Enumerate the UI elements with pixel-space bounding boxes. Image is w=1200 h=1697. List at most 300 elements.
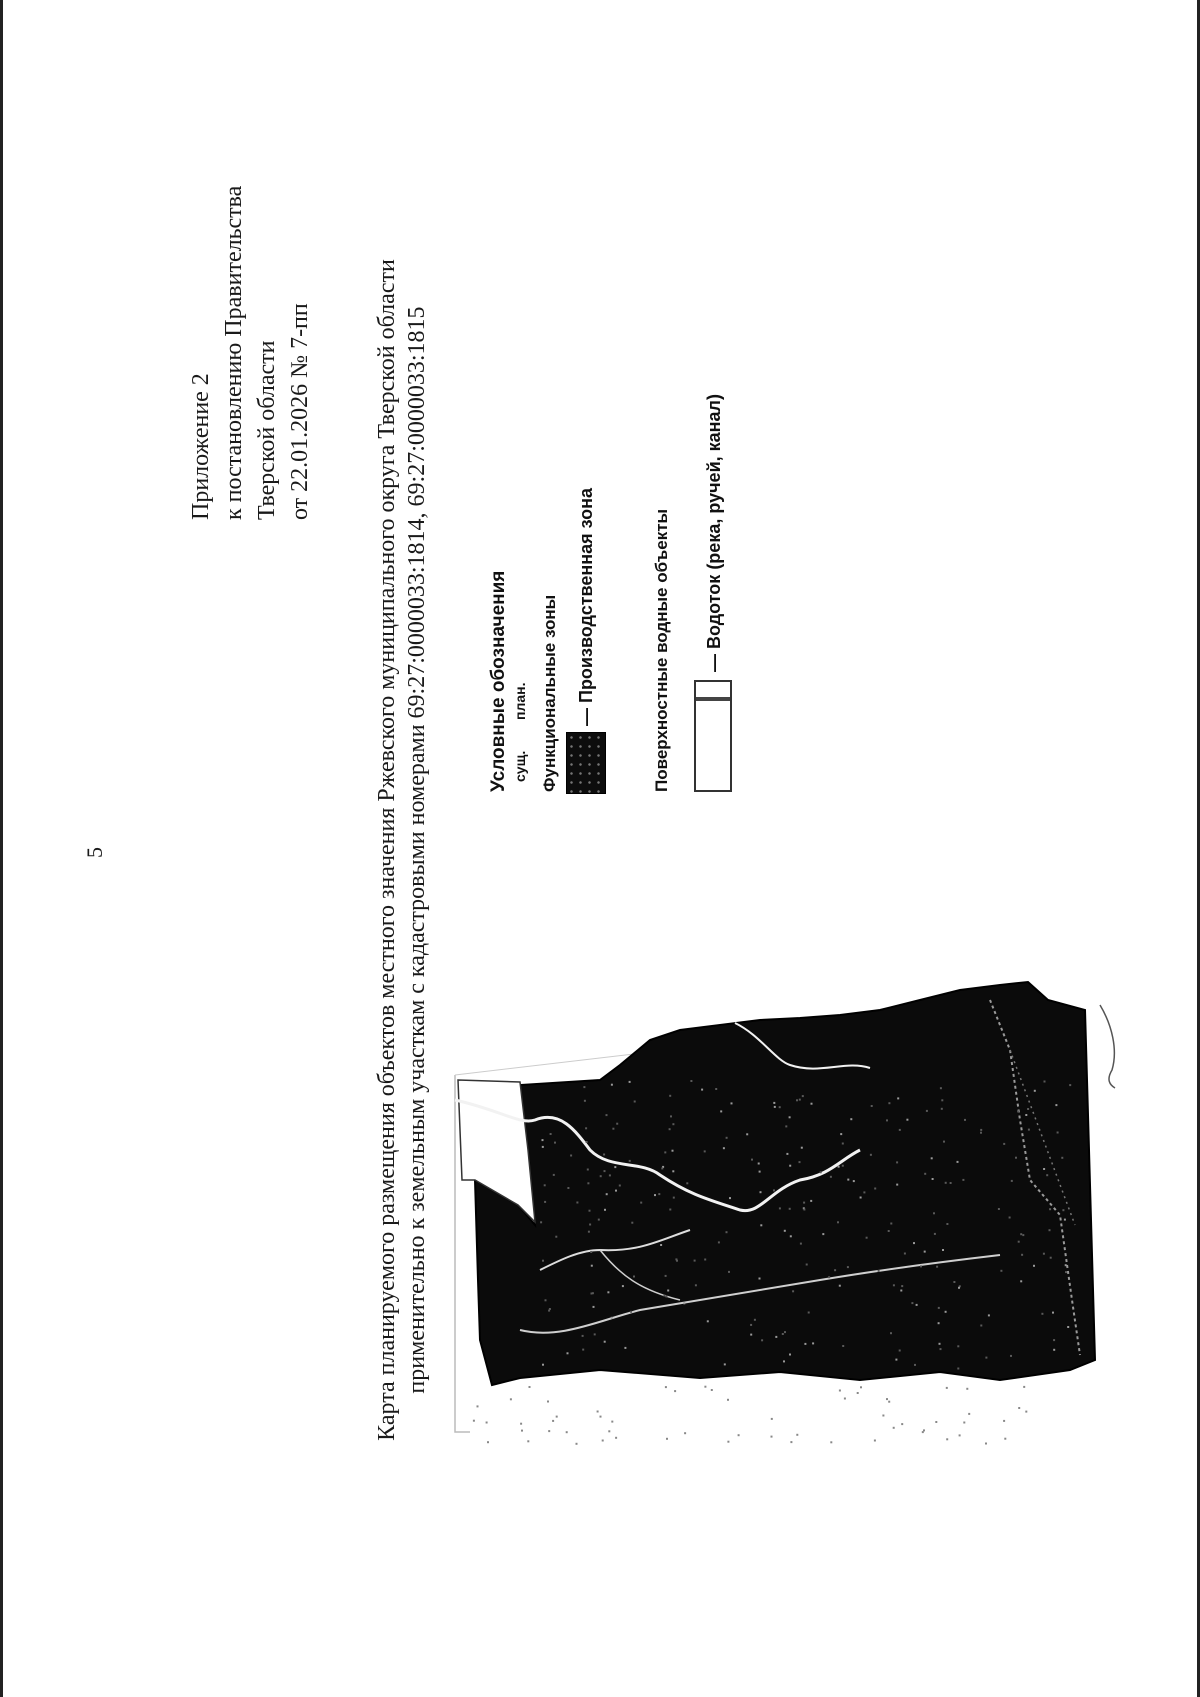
map-texture-speck (789, 1208, 791, 1210)
map-texture-speck (611, 1317, 613, 1319)
map-texture-speck (542, 1139, 544, 1141)
map-texture-speck (542, 1364, 544, 1366)
map-texture-speck (542, 1146, 544, 1148)
map-texture-speck (790, 1235, 792, 1237)
map-outer-speck (556, 1416, 558, 1418)
map-texture-speck (582, 1349, 584, 1351)
map-texture-speck (1053, 1339, 1055, 1341)
map-texture-speck (962, 1179, 964, 1181)
map-texture-speck (1028, 1129, 1030, 1131)
map-texture-speck (822, 1233, 824, 1235)
map-texture-speck (893, 1284, 895, 1286)
map-texture-speck (760, 1224, 762, 1226)
map-texture-speck (667, 1290, 669, 1292)
map-texture-speck (1046, 1174, 1048, 1176)
map-outer-speck (521, 1430, 523, 1432)
map-outer-speck (830, 1441, 832, 1443)
map-texture-speck (567, 1352, 569, 1354)
map-texture-speck (957, 1368, 959, 1370)
map-texture-speck (665, 1275, 667, 1277)
map-texture-speck (890, 1332, 892, 1334)
map-texture-speck (924, 1173, 926, 1175)
map-texture-speck (701, 1089, 703, 1091)
map-texture-speck (847, 1266, 849, 1268)
map-texture-speck (936, 1266, 938, 1268)
map-texture-speck (1049, 1208, 1051, 1210)
map-texture-speck (783, 1360, 785, 1362)
map-texture-speck (804, 1343, 806, 1345)
map-texture-speck (988, 1314, 990, 1316)
map-texture-speck (1065, 1271, 1067, 1273)
map-zone-production (475, 982, 1095, 1385)
map-texture-speck (731, 1102, 733, 1104)
map-texture-speck (789, 1116, 791, 1118)
map-texture-speck (943, 1141, 945, 1143)
map-texture-speck (758, 1163, 760, 1165)
map-texture-speck (953, 1281, 955, 1283)
map-texture-speck (800, 1243, 802, 1245)
map-texture-speck (629, 1081, 631, 1083)
map-texture-speck (550, 1133, 552, 1135)
map-texture-speck (1061, 1157, 1063, 1159)
map-texture-speck (1052, 1312, 1054, 1314)
map-texture-speck (704, 1150, 706, 1152)
map-texture-speck (544, 1201, 546, 1203)
map-texture-speck (586, 1141, 588, 1143)
map-texture-speck (593, 1306, 595, 1308)
map-texture-speck (839, 1285, 841, 1287)
map-texture-speck (760, 1191, 762, 1193)
map-texture-speck (920, 1265, 922, 1267)
map-texture-speck (888, 1230, 890, 1232)
map-texture-speck (924, 1251, 926, 1253)
map-outer-speck (985, 1443, 987, 1445)
map-texture-speck (957, 1345, 959, 1347)
map-texture-speck (634, 1101, 636, 1103)
map-texture-speck (1033, 1265, 1035, 1267)
map-outer-speck (520, 1423, 522, 1425)
legend-item-production-zone: — Производственная зона (576, 487, 596, 726)
map-texture-speck (784, 1331, 786, 1333)
map-texture-speck (555, 1236, 557, 1238)
map-texture-speck (808, 1312, 810, 1314)
map-texture-speck (878, 1270, 880, 1272)
map-texture-speck (669, 1095, 671, 1097)
map-texture-speck (1015, 1157, 1017, 1159)
map-texture-speck (933, 1212, 935, 1214)
map-texture-speck (542, 1260, 544, 1262)
map-outer-speck (857, 1392, 859, 1394)
map-texture-speck (603, 1154, 605, 1156)
map-texture-speck (985, 1357, 987, 1359)
map-outer-marks (473, 1386, 1027, 1445)
map-outer-speck (1004, 1438, 1006, 1440)
map-texture-speck (940, 1348, 942, 1350)
map-outer-speck (771, 1418, 773, 1420)
map-texture-speck (1021, 1254, 1023, 1256)
map-texture-speck (964, 1119, 966, 1121)
map-texture-speck (548, 1310, 550, 1312)
map-outer-speck (882, 1415, 884, 1417)
map-texture-speck (664, 1151, 666, 1153)
map-texture-speck (774, 1106, 776, 1108)
map-texture-speck (900, 1290, 902, 1292)
map-texture-speck (847, 1179, 849, 1181)
map-texture-speck (724, 1363, 726, 1365)
legend-col-planned: план. (512, 682, 528, 720)
map-texture-speck (658, 1193, 660, 1195)
map-outer-speck (611, 1421, 613, 1423)
map-watercourse-outside (1100, 1005, 1115, 1088)
map-outer-speck (477, 1405, 479, 1407)
map-outer-speck (473, 1420, 475, 1422)
map-texture-speck (860, 1197, 862, 1199)
map-outer-speck (968, 1413, 970, 1415)
map-texture-speck (761, 1339, 763, 1341)
map-texture-speck (598, 1219, 600, 1221)
map-texture-speck (670, 1115, 672, 1117)
map-texture-speck (980, 1129, 982, 1131)
map-texture-speck (1000, 1270, 1002, 1272)
map-texture-speck (1049, 1229, 1051, 1231)
map-texture-speck (838, 1166, 840, 1168)
map-texture-speck (1069, 1084, 1071, 1086)
map-texture-speck (567, 1187, 569, 1189)
map-texture-speck (594, 1333, 596, 1335)
map-texture-speck (901, 1285, 903, 1287)
map-texture-speck (587, 1182, 589, 1184)
map-outer-speck (1023, 1386, 1025, 1388)
map-texture-speck (589, 1210, 591, 1212)
map-texture-speck (834, 1269, 836, 1271)
map-texture-speck (1055, 1104, 1057, 1106)
map-texture-speck (676, 1260, 678, 1262)
map-outer-speck (486, 1422, 488, 1424)
map-texture-speck (615, 1190, 617, 1192)
map-texture-speck (754, 1319, 756, 1321)
map-outer-speck (602, 1440, 604, 1442)
map-texture-speck (759, 1278, 761, 1280)
map-texture-speck (1050, 1257, 1052, 1259)
map-texture-speck (980, 1325, 982, 1327)
map-texture-speck (785, 1125, 787, 1127)
map-texture-speck (837, 1221, 839, 1223)
map-texture-speck (938, 1322, 940, 1324)
map-outer-speck (608, 1430, 610, 1432)
map-texture-speck (874, 1188, 876, 1190)
map-texture-speck (786, 1153, 788, 1155)
map-texture-speck (672, 1170, 674, 1172)
map-texture-speck (939, 1343, 941, 1345)
map-texture-speck (896, 1161, 898, 1163)
map-texture-speck (576, 1202, 578, 1204)
map-texture-speck (842, 1143, 844, 1145)
map-texture-speck (614, 1166, 616, 1168)
map-texture-speck (718, 1241, 720, 1243)
map-outer-speck (796, 1434, 798, 1436)
map-outer-speck (665, 1386, 667, 1388)
map-texture-speck (888, 1102, 890, 1104)
map-texture-speck (604, 1341, 606, 1343)
map-texture-speck (1009, 1217, 1011, 1219)
map-texture-speck (801, 1147, 803, 1149)
legend-col-existing: сущ. (512, 750, 528, 782)
map-texture-speck (640, 1202, 642, 1204)
map-texture-speck (726, 1137, 728, 1139)
map-outer-speck (893, 1427, 895, 1429)
map-texture-speck (1018, 1241, 1020, 1243)
map-texture-speck (607, 1291, 609, 1293)
map-outer-speck (959, 1434, 961, 1436)
appendix-line-2: к постановлению Правительства (221, 185, 247, 520)
map-outer-speck (674, 1390, 676, 1392)
map-texture-speck (588, 1231, 590, 1233)
map-texture-speck (1053, 1349, 1055, 1351)
map-texture-speck (866, 1237, 868, 1239)
map-outer-speck (666, 1438, 668, 1440)
map-texture-speck (1020, 1280, 1022, 1282)
map-texture-speck (926, 1110, 928, 1112)
map-texture-speck (1057, 1132, 1059, 1134)
appendix-line-1: Приложение 2 (188, 373, 214, 520)
map-outer-speck (839, 1390, 841, 1392)
legend-section-water: Поверхностные водные объекты (652, 508, 671, 792)
map-outer-speck (552, 1420, 554, 1422)
map-title-line-1: Карта планируемого размещения объектов местного значения Ржевского муниципального округа Тверской области (374, 259, 400, 1441)
map-texture-speck (932, 1178, 934, 1180)
map-outer-speck (860, 1386, 862, 1388)
map-texture-speck (957, 1161, 959, 1163)
map-texture-speck (663, 1295, 665, 1297)
map-texture-speck (633, 1276, 635, 1278)
map-texture-speck (622, 1285, 624, 1287)
map-texture-speck (669, 1128, 671, 1130)
map-texture-speck (899, 1129, 901, 1131)
map-texture-speck (587, 1169, 589, 1171)
map-texture-speck (911, 1302, 913, 1304)
map-outer-speck (1018, 1407, 1020, 1409)
map-texture-speck (1003, 1143, 1005, 1145)
map-outer-speck (727, 1441, 729, 1443)
map-outer-speck (946, 1438, 948, 1440)
map-texture-speck (940, 1087, 942, 1089)
map-texture-speck (624, 1347, 626, 1349)
map-texture-speck (726, 1231, 728, 1233)
map-texture-speck (759, 1171, 761, 1173)
legend-title: Условные обозначения (488, 570, 509, 792)
map-texture-speck (938, 1307, 940, 1309)
map-texture-speck (934, 1233, 936, 1235)
map-texture-speck (958, 1287, 960, 1289)
map-texture-speck (606, 1193, 608, 1195)
map-outer-speck (963, 1422, 965, 1424)
map-texture-speck (1025, 1114, 1027, 1116)
map-outer-speck (597, 1411, 599, 1413)
map-texture-speck (896, 1184, 898, 1186)
map-texture-speck (886, 1119, 888, 1121)
map-texture-speck (592, 1292, 594, 1294)
map-texture-speck (630, 1311, 632, 1313)
map-texture-speck (611, 1084, 613, 1086)
appendix-line-4: от 22.01.2026 № 7-пп (287, 303, 313, 520)
map-texture-speck (660, 1244, 662, 1246)
map-texture-speck (619, 1185, 621, 1187)
map-texture-speck (830, 1176, 832, 1178)
map-outer-speck (923, 1429, 925, 1431)
map-texture-speck (1034, 1090, 1036, 1092)
map-texture-speck (1027, 1108, 1029, 1110)
map-texture-speck (904, 1253, 906, 1255)
map-texture-speck (779, 1207, 781, 1209)
map-texture-speck (941, 1099, 943, 1101)
map-texture-speck (1011, 1180, 1013, 1182)
map-texture-speck (672, 1150, 674, 1152)
appendix-line-3: Тверской области (254, 340, 280, 520)
map-texture-speck (729, 1197, 731, 1199)
map-texture-speck (931, 1157, 933, 1159)
map-texture-speck (609, 1174, 611, 1176)
map-texture-speck (604, 1209, 606, 1211)
map-texture-speck (720, 1110, 722, 1112)
map-outer-speck (547, 1401, 549, 1403)
map-texture-speck (584, 1100, 586, 1102)
map-texture-speck (690, 1080, 692, 1082)
map-texture-speck (704, 1259, 706, 1261)
map-texture-speck (945, 1182, 947, 1184)
map-texture-speck (750, 1334, 752, 1336)
map-texture-speck (792, 1290, 794, 1292)
map-texture-speck (773, 1102, 775, 1104)
map-texture-speck (1062, 1209, 1064, 1211)
map-texture-speck (871, 1105, 873, 1107)
map-texture-speck (799, 1099, 801, 1101)
map-outer-speck (935, 1421, 937, 1423)
map-outer-speck (529, 1386, 531, 1388)
map-texture-speck (942, 1249, 944, 1251)
map-outer-speck (600, 1416, 602, 1418)
map-texture-speck (751, 1159, 753, 1161)
map-texture-speck (669, 1209, 671, 1211)
map-texture-speck (820, 1171, 822, 1173)
map-texture-speck (941, 1108, 943, 1110)
map-texture-speck (750, 1324, 752, 1326)
map-texture-speck (842, 1165, 844, 1167)
map-texture-speck (789, 1354, 791, 1356)
map-texture-speck (779, 1106, 781, 1108)
map-outer-speck (874, 1440, 876, 1442)
map-texture-speck (654, 1194, 656, 1196)
map-texture-speck (811, 1103, 813, 1105)
map-texture-speck (782, 1333, 784, 1335)
map-texture-speck (583, 1086, 585, 1088)
map-outer-speck (790, 1441, 792, 1443)
map-texture-speck (1017, 1110, 1019, 1112)
map-texture-speck (789, 1165, 791, 1167)
map-texture-speck (672, 1123, 674, 1125)
map-texture-speck (802, 1095, 804, 1097)
map-outer-speck (711, 1389, 713, 1391)
map-texture-speck (803, 1202, 805, 1204)
map-outer-speck (946, 1387, 948, 1389)
map-outer-speck (510, 1398, 512, 1400)
map-texture-speck (540, 1221, 542, 1223)
map-texture-speck (899, 1350, 901, 1352)
map-texture-speck (666, 1296, 668, 1298)
map-texture-speck (673, 1197, 675, 1199)
map-texture-speck (590, 1251, 592, 1253)
map-outer-speck (684, 1432, 686, 1434)
map-texture-speck (945, 1311, 947, 1313)
map-outer-speck (1003, 1420, 1005, 1422)
map-outer-speck (771, 1436, 773, 1438)
map-texture-speck (707, 1320, 709, 1322)
map-texture-speck (604, 1170, 606, 1172)
map-texture-speck (589, 1224, 591, 1226)
map-texture-speck (946, 1223, 948, 1225)
map-outer-speck (888, 1401, 890, 1403)
map-texture-speck (803, 1209, 805, 1211)
map-texture-speck (686, 1182, 688, 1184)
legend-section-zones: Функциональные зоны (540, 594, 559, 792)
map-texture-speck (616, 1123, 618, 1125)
map-texture-speck (612, 1128, 614, 1130)
map-texture-speck (695, 1284, 697, 1286)
map-texture-speck (582, 1335, 584, 1337)
page-number: 5 (82, 847, 107, 858)
map-texture-speck (842, 1345, 844, 1347)
map-texture-speck (1043, 1253, 1045, 1255)
map-texture-speck (585, 1127, 587, 1129)
map-texture-speck (775, 1336, 777, 1338)
map-texture-speck (661, 1167, 663, 1169)
map-texture-speck (629, 1160, 631, 1162)
map-texture-speck (544, 1184, 546, 1186)
map-outer-speck (738, 1434, 740, 1436)
map-texture-speck (554, 1142, 556, 1144)
map-texture-speck (694, 1260, 696, 1262)
map-outer-speck (1025, 1411, 1027, 1413)
map-outer-speck (844, 1398, 846, 1400)
map-texture-speck (1020, 1233, 1022, 1235)
map-texture-speck (570, 1155, 572, 1157)
map-texture-speck (840, 1133, 842, 1135)
map-texture-speck (683, 1302, 685, 1304)
map-outer-speck (566, 1431, 568, 1433)
map-texture-speck (1044, 1081, 1046, 1083)
map-outer-speck (527, 1440, 529, 1442)
map-outer-speck (886, 1398, 888, 1400)
map-texture-speck (998, 1208, 1000, 1210)
map-outer-speck (576, 1443, 578, 1445)
map-texture-speck (591, 1265, 593, 1267)
map-texture-speck (1022, 1234, 1024, 1236)
map-texture-speck (870, 1154, 872, 1156)
map-texture-speck (812, 1342, 814, 1344)
map-texture-speck (863, 1191, 865, 1193)
map-outer-speck (615, 1437, 617, 1439)
map-texture-speck (799, 1161, 801, 1163)
map-texture-speck (906, 1119, 908, 1121)
map-texture-speck (606, 1114, 608, 1116)
map-texture-speck (916, 1304, 918, 1306)
map-texture-speck (1067, 1326, 1069, 1328)
map-texture-speck (850, 1118, 852, 1120)
map-texture-speck (545, 1299, 547, 1301)
map-texture-speck (1064, 1219, 1066, 1221)
map-texture-speck (980, 1132, 982, 1134)
map-texture-speck (810, 1200, 812, 1202)
map-texture-speck (553, 1174, 555, 1176)
